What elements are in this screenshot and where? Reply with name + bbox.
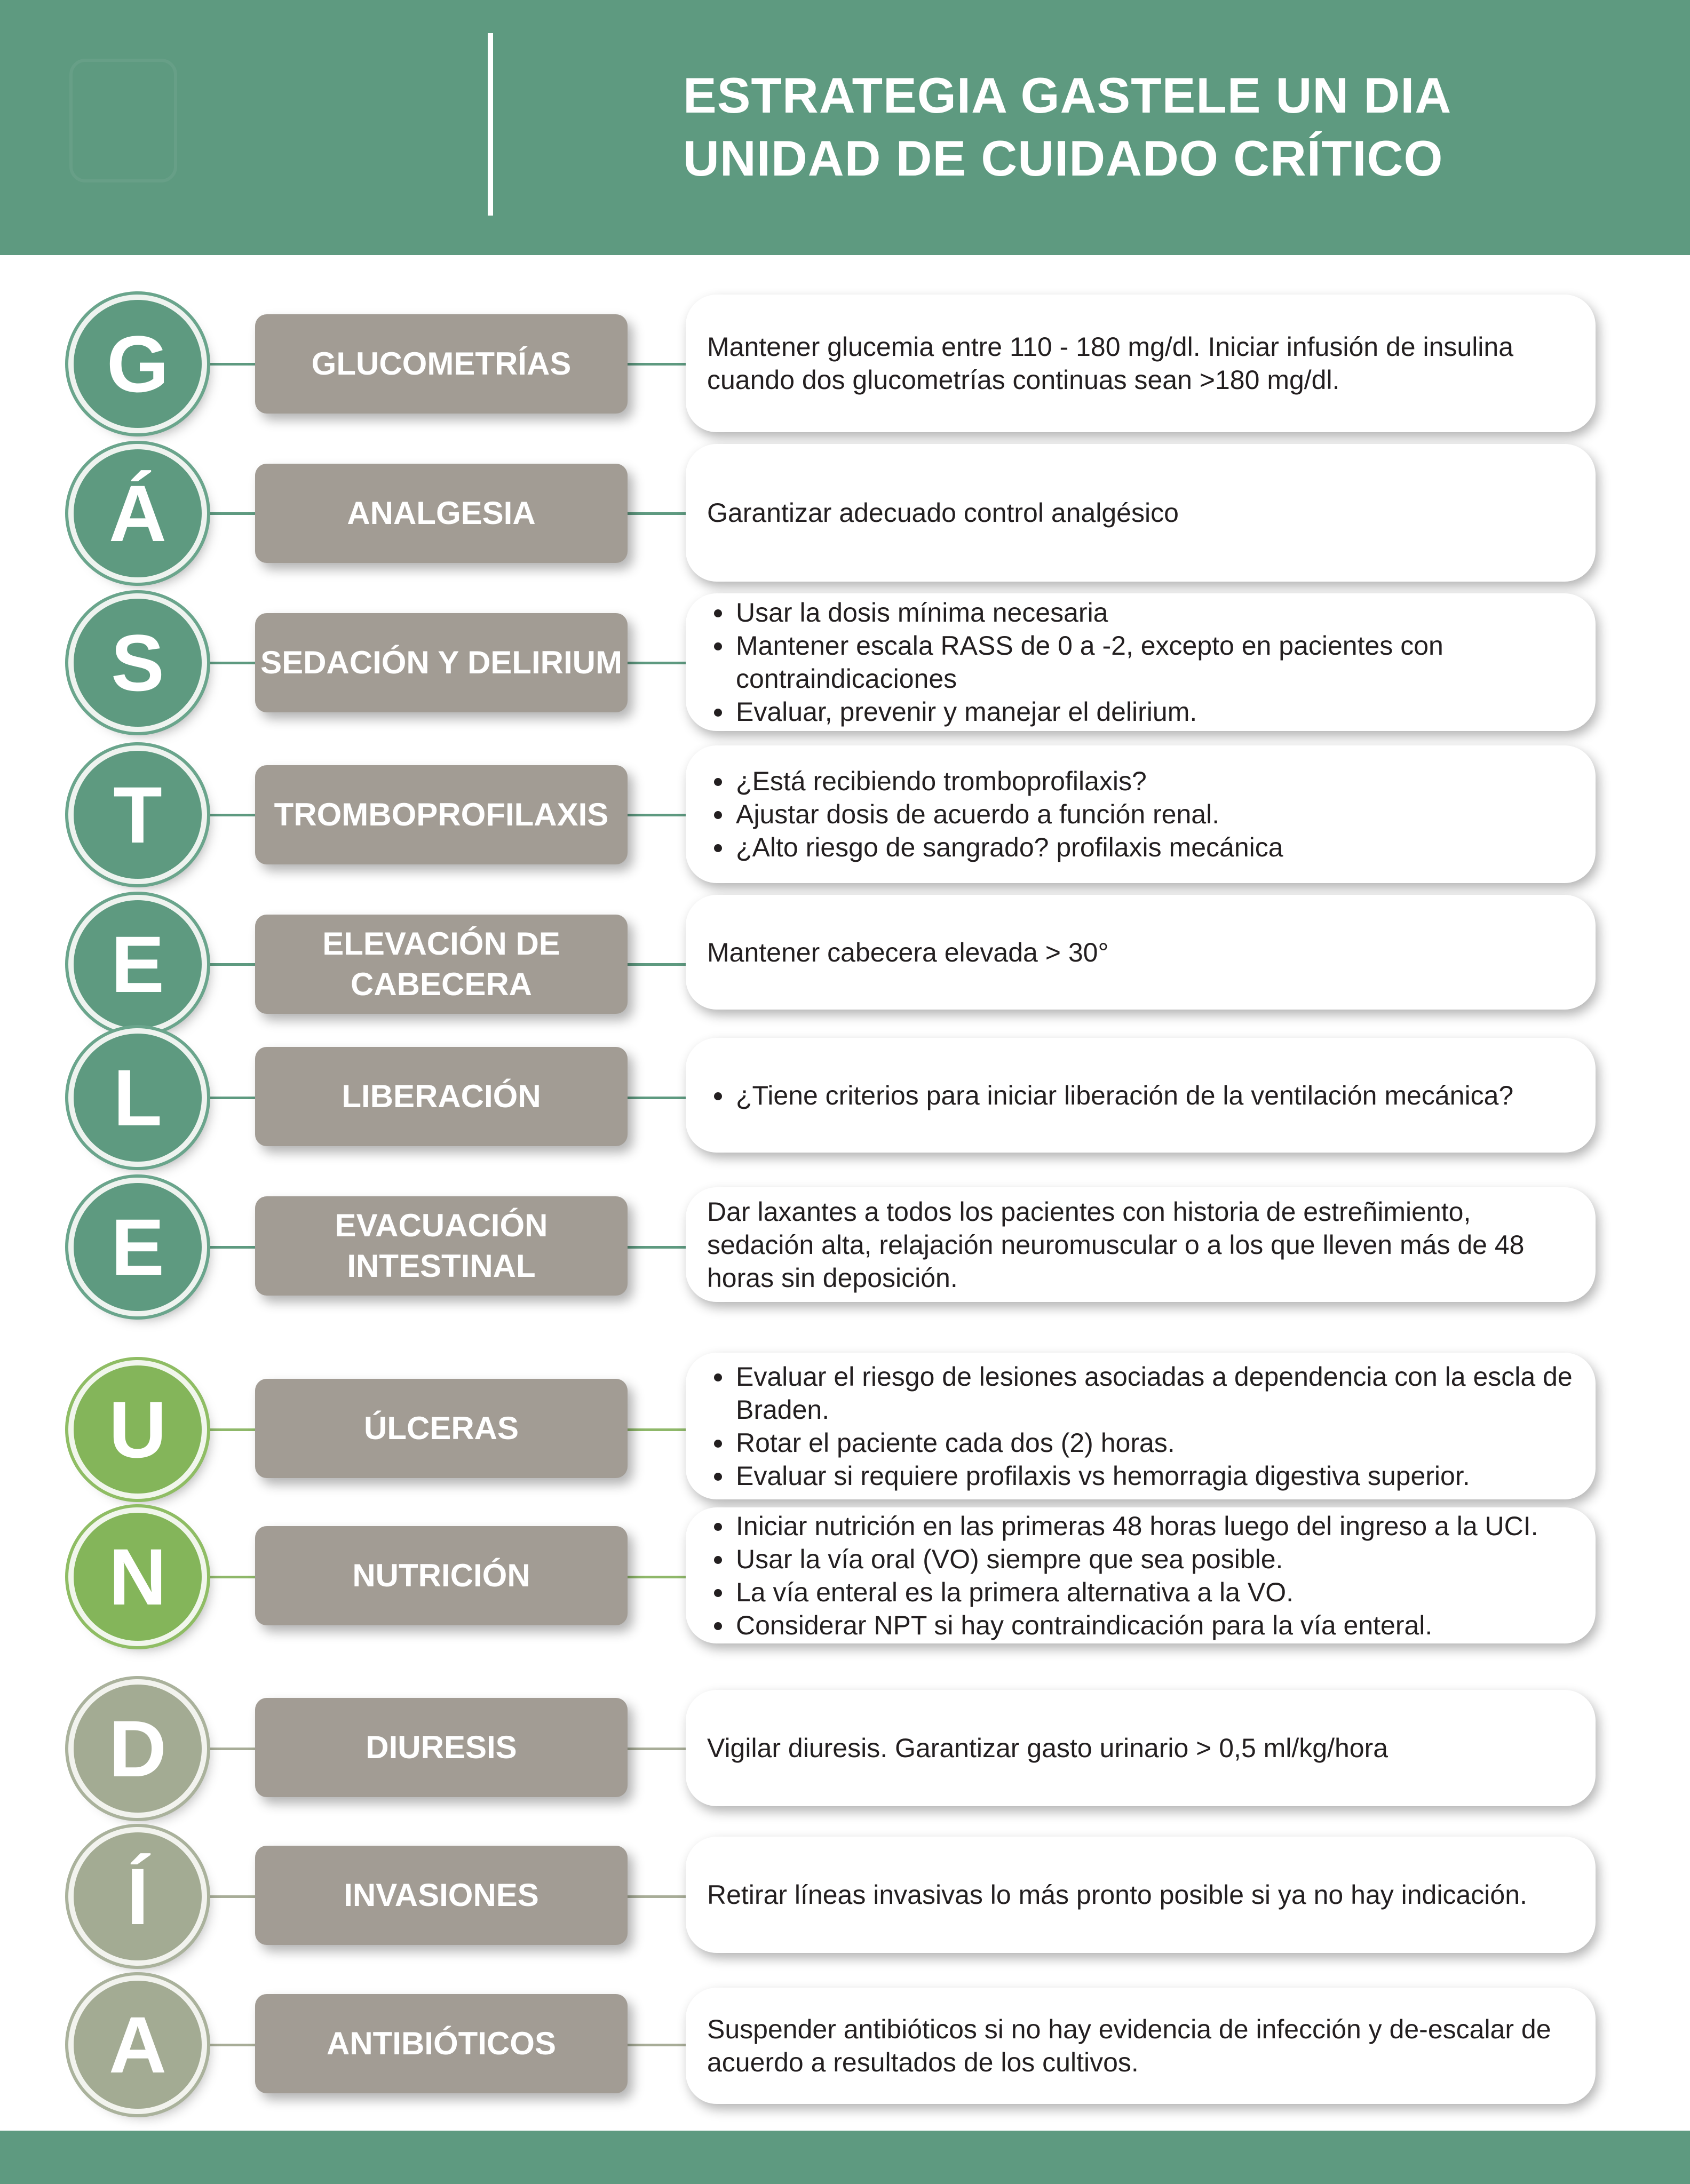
letter-circle: D [74,1685,202,1813]
list-item: • Iniciar nutrición en las primeras 48 horas luego del ingreso a la UCI. [734,1510,1580,1543]
list-item: • La vía enteral es la primera alternativa a la VO. [734,1576,1580,1609]
header-divider [488,33,493,216]
bullet-list [707,1079,1580,1112]
description-box [686,444,1596,582]
faded-logo [69,59,177,182]
description-box [686,1837,1596,1953]
letter-circle: L [74,1034,202,1162]
description-box [686,1187,1596,1302]
list-item: • ¿Alto riesgo de sangrado? profilaxis mecánica [734,831,1580,864]
strategy-row-elevacion [0,894,1690,1035]
description-box [686,1507,1596,1643]
list-item: • Usar la dosis mínima necesaria [734,596,1580,629]
category-label: SEDACIÓN Y DELIRIUM [255,613,628,712]
category-label: LIBERACIÓN [255,1047,628,1146]
letter-circle: Í [74,1832,202,1960]
category-label: GLUCOMETRÍAS [255,314,628,414]
list-item: • Evaluar si requiere profilaxis vs hemorragia digestiva superior. [734,1459,1580,1492]
letter-circle: A [74,1981,202,2109]
page-title [683,64,1451,190]
letter-circle: G [74,300,202,428]
list-item: • Evaluar el riesgo de lesiones asociadas a dependencia con la escla de Braden. [734,1360,1580,1426]
category-label: INVASIONES [255,1846,628,1945]
list-item: • ¿Está recibiendo tromboprofilaxis? [734,765,1580,798]
category-label: ÚLCERAS [255,1379,628,1478]
footer-band [0,2131,1690,2184]
description-box [686,745,1596,883]
strategy-row-ulceras [0,1353,1690,1494]
description-text: Mantener cabecera elevada > 30° [707,937,1109,967]
description-text: Suspender antibióticos si no hay evidencia de infección y de-escalar de acuerdo a resultados de los cultivos. [707,2014,1551,2077]
letter-circle: N [74,1513,202,1641]
list-item: • Mantener escala RASS de 0 a -2, excepto en pacientes con contraindicaciones [734,629,1580,695]
letter-circle: E [74,900,202,1028]
category-label: ANALGESIA [255,464,628,563]
description-box [686,593,1596,731]
description-box [686,1988,1596,2104]
description-box [686,1038,1596,1153]
list-item: • Evaluar, prevenir y manejar el delirium. [734,695,1580,728]
description-box [686,1353,1596,1499]
strategy-row-nutricion [0,1507,1690,1649]
letter-circle: U [74,1365,202,1494]
description-box [686,295,1596,432]
bullet-list [707,596,1580,728]
letter-circle: T [74,751,202,879]
category-label: ELEVACIÓN DE CABECERA [255,915,628,1014]
description-box [686,895,1596,1010]
strategy-row-antibioticos [0,1985,1690,2126]
description-box [686,1690,1596,1806]
category-label: ANTIBIÓTICOS [255,1994,628,2093]
strategy-row-analgesia [0,443,1690,584]
description-text: Vigilar diuresis. Garantizar gasto urinario > 0,5 ml/kg/hora [707,1733,1389,1763]
category-label: EVACUACIÓN INTESTINAL [255,1196,628,1296]
strategy-row-evacuacion [0,1187,1690,1329]
list-item: • Usar la vía oral (VO) siempre que sea posible. [734,1543,1580,1576]
description-text: Mantener glucemia entre 110 - 180 mg/dl. Iniciar infusión de insulina cuando dos glucometrías continuas sean >180 mg/dl. [707,332,1514,395]
title-line-2: UNIDAD DE CUIDADO CRÍTICO [683,130,1443,186]
bullet-list [707,1360,1580,1492]
list-item: • Rotar el paciente cada dos (2) horas. [734,1426,1580,1459]
strategy-row-liberacion [0,1038,1690,1179]
header-banner [0,0,1690,255]
bullet-list [707,1510,1580,1642]
strategy-row-invasiones [0,1836,1690,1977]
letter-circle: E [74,1183,202,1311]
category-label: NUTRICIÓN [255,1526,628,1625]
letter-circle: Á [74,449,202,577]
strategy-row-sedacion [0,592,1690,734]
bullet-list [707,765,1580,864]
list-item: • ¿Tiene criterios para iniciar liberación de la ventilación mecánica? [734,1079,1580,1112]
description-text: Garantizar adecuado control analgésico [707,498,1179,528]
strategy-row-glucometrias [0,293,1690,435]
category-label: DIURESIS [255,1698,628,1797]
letter-circle: S [74,599,202,727]
strategy-row-diuresis [0,1689,1690,1830]
list-item: • Ajustar dosis de acuerdo a función renal. [734,798,1580,831]
category-label: TROMBOPROFILAXIS [255,765,628,864]
strategy-row-tromboprofilaxis [0,744,1690,886]
list-item: • Considerar NPT si hay contraindicación para la vía enteral. [734,1609,1580,1642]
description-text: Dar laxantes a todos los pacientes con historia de estreñimiento, sedación alta, relajación neuromuscular o a los que lleven más de 48 horas sin deposición. [707,1196,1525,1293]
title-line-1: ESTRATEGIA GASTELE UN DIA [683,67,1452,123]
description-text: Retirar líneas invasivas lo más pronto posible si ya no hay indicación. [707,1880,1527,1910]
